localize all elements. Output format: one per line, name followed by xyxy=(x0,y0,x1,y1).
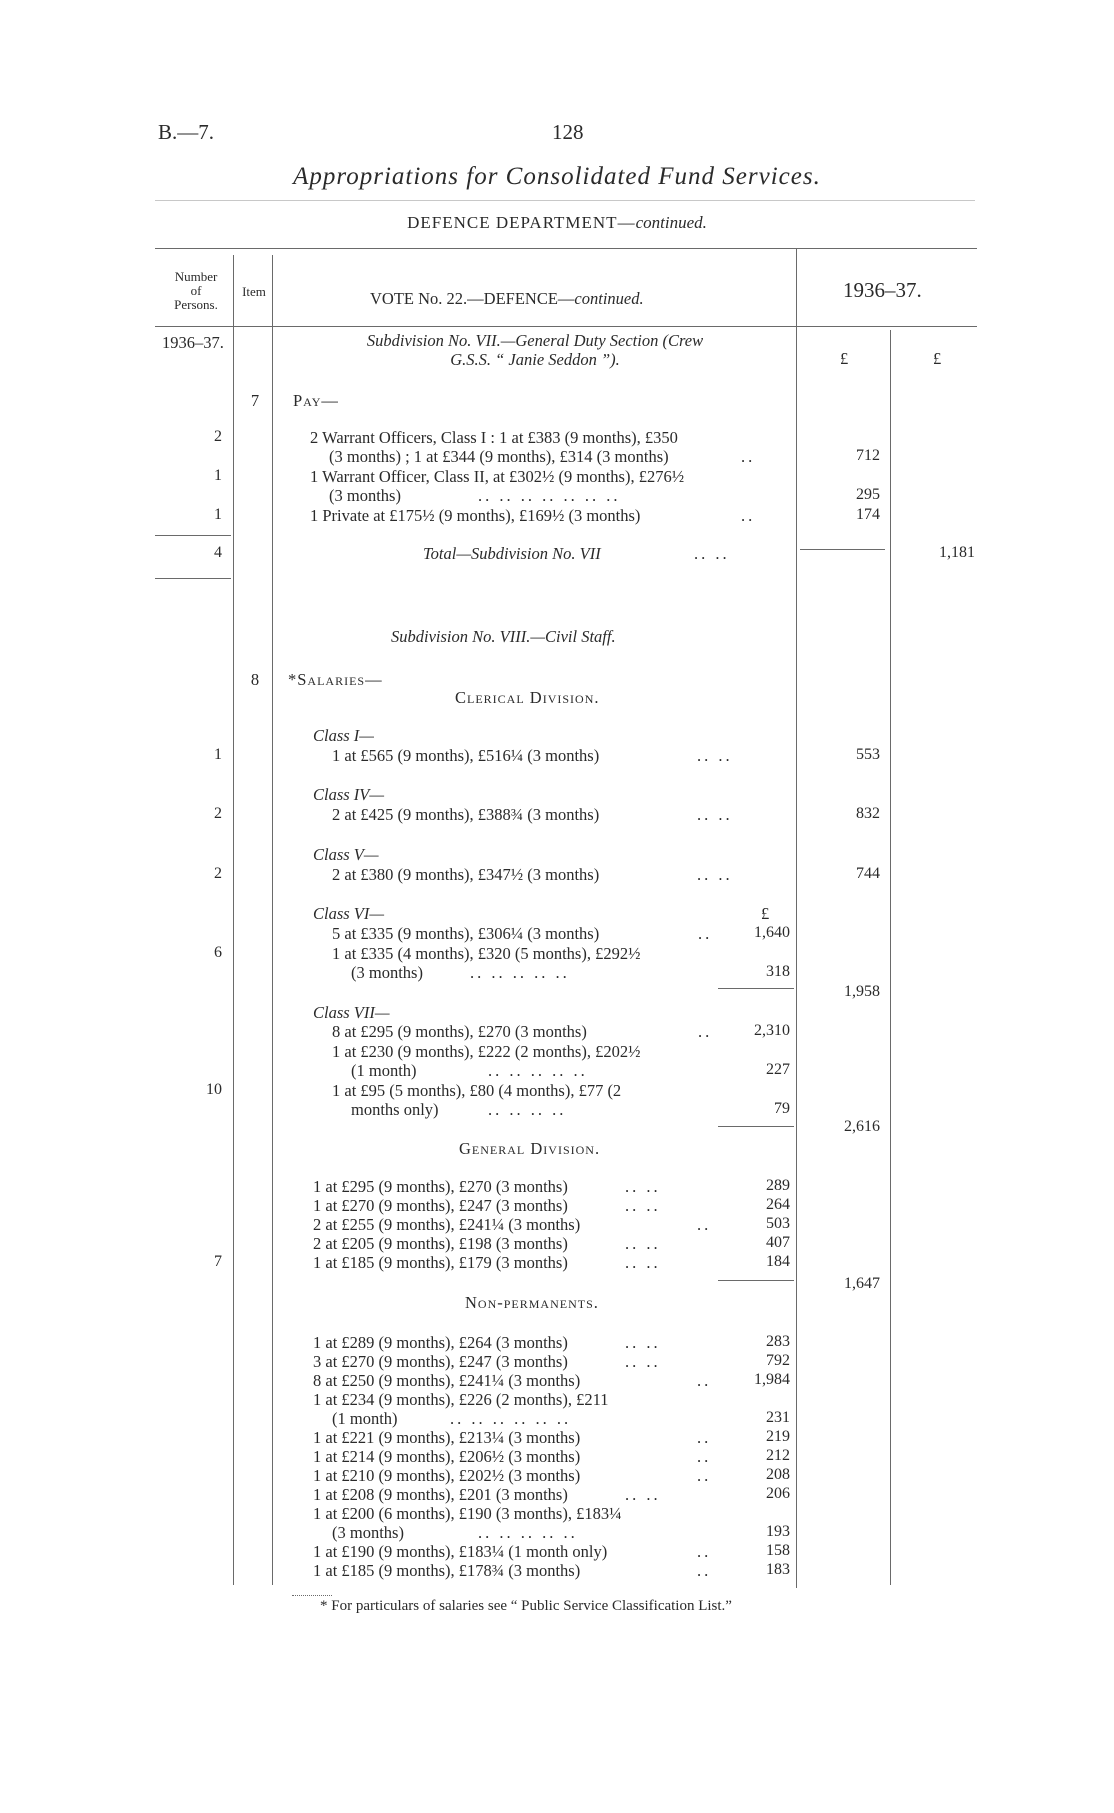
sub-amount-cell: 264 xyxy=(766,1196,790,1213)
department-name: DEFENCE DEPARTMENT— xyxy=(407,213,636,232)
leader-dots: .. .. .. .. .. xyxy=(478,1523,578,1542)
sub-amount-cell: 289 xyxy=(766,1177,790,1194)
leader-dots: .. .. .. .. .. xyxy=(488,1061,588,1080)
class-label: Class I— xyxy=(313,726,374,745)
vote-heading xyxy=(370,289,644,309)
sub-amount-cell: 792 xyxy=(766,1352,790,1369)
total-persons: 4 xyxy=(214,544,222,561)
table-header-rule xyxy=(155,326,977,327)
footnote-rule xyxy=(292,1595,332,1596)
item-header: Item xyxy=(242,284,266,299)
general-row-text: 1 at £185 (9 months), £179 (3 months) xyxy=(313,1253,568,1272)
salary-row-text-cont: months only) xyxy=(351,1100,439,1119)
subdivision-7-heading-line1: Subdivision No. VII.—General Duty Section (Crew xyxy=(366,331,704,350)
pay-label: Pay— xyxy=(293,391,339,410)
leader-dots: .. .. xyxy=(625,1177,661,1196)
footnote: * For particulars of salaries see “ Public Service Classification List.” xyxy=(320,1598,732,1614)
sub-amount-cell: 1,640 xyxy=(754,924,790,941)
nonperm-row-text: 1 at £221 (9 months), £213¼ (3 months) xyxy=(313,1428,581,1447)
pound-sign-col1: £ xyxy=(840,349,849,368)
leader-dots: .. .. xyxy=(697,865,733,884)
salary-row-text-cont: (1 month) xyxy=(351,1061,417,1080)
leader-dots: .. .. xyxy=(697,746,733,765)
general-row-text: 1 at £295 (9 months), £270 (3 months) xyxy=(313,1177,568,1196)
sub-amount-cell: 219 xyxy=(766,1428,790,1445)
leader-dots: .. .. xyxy=(625,1352,661,1371)
general-row-text: 1 at £270 (9 months), £247 (3 months) xyxy=(313,1196,568,1215)
pay-row-text: 2 Warrant Officers, Class I : 1 at £383 (9 months), £350 xyxy=(310,428,678,447)
page-reference: B.—7. xyxy=(158,120,215,144)
persons-cell: 2 xyxy=(214,428,222,445)
item-number-7: 7 xyxy=(250,391,260,410)
leader-dots: .. xyxy=(697,1215,712,1234)
amount-cell: 712 xyxy=(856,447,880,464)
total-amount: 1,181 xyxy=(939,544,975,561)
leader-dots: .. .. .. .. .. xyxy=(470,963,570,982)
salary-row-text: 2 at £425 (9 months), £388¾ (3 months) xyxy=(332,805,600,824)
nonperm-row-text: 1 at £234 (9 months), £226 (2 months), £211 xyxy=(313,1390,609,1409)
item-column-rule xyxy=(272,255,273,1585)
nonperm-row-text: 1 at £190 (9 months), £183¼ (1 month only) xyxy=(313,1542,608,1561)
nonperm-row-text: 8 at £250 (9 months), £241¼ (3 months) xyxy=(313,1371,581,1390)
sub-amount-cell: 206 xyxy=(766,1485,790,1502)
persons-cell: 1 xyxy=(214,467,222,484)
salary-row-text: 5 at £335 (9 months), £306¼ (3 months) xyxy=(332,924,600,943)
sub-amount-cell: 79 xyxy=(774,1100,790,1117)
amount-cell: 2,616 xyxy=(844,1118,880,1135)
amount-cell: 295 xyxy=(856,486,880,503)
persons-cell: 2 xyxy=(214,865,222,882)
sub-amount-cell: 227 xyxy=(766,1061,790,1078)
salary-row-text: 8 at £295 (9 months), £270 (3 months) xyxy=(332,1022,587,1041)
nonperm-row-text: 1 at £208 (9 months), £201 (3 months) xyxy=(313,1485,568,1504)
leader-dots: .. xyxy=(697,1466,712,1485)
leader-dots: .. .. .. .. xyxy=(488,1100,567,1119)
persons-total-rule xyxy=(155,535,231,536)
amount-cell: 553 xyxy=(856,746,880,763)
general-row-text: 2 at £255 (9 months), £241¼ (3 months) xyxy=(313,1215,581,1234)
nonperm-row-text-cont: (1 month) xyxy=(332,1409,398,1428)
sub-amount-cell: 503 xyxy=(766,1215,790,1232)
persons-cell: 6 xyxy=(214,944,222,961)
pound-sign-col2: £ xyxy=(933,349,942,368)
pay-row-text: 1 Private at £175½ (9 months), £169½ (3 months) xyxy=(310,506,641,525)
leader-dots: .. xyxy=(741,506,756,525)
leader-dots: .. .. xyxy=(697,805,733,824)
amount-cell: 174 xyxy=(856,506,880,523)
subdivision-7-heading-line2: G.S.S. “ Janie Seddon ”). xyxy=(450,350,620,369)
nonperm-row-text-cont: (3 months) xyxy=(332,1523,404,1542)
amount-cell: 1,958 xyxy=(844,983,880,1000)
leader-dots: .. .. xyxy=(625,1196,661,1215)
amount-cell: 1,647 xyxy=(844,1275,880,1292)
leader-dots: .. xyxy=(697,1542,712,1561)
title-divider xyxy=(155,200,975,201)
subtotal-rule xyxy=(718,1280,794,1281)
nonperm-row-text: 1 at £200 (6 months), £190 (3 months), £183¼ xyxy=(313,1504,622,1523)
salaries-label: *Salaries— xyxy=(288,670,383,689)
salary-row-text: 1 at £565 (9 months), £516¼ (3 months) xyxy=(332,746,600,765)
general-row-text: 2 at £205 (9 months), £198 (3 months) xyxy=(313,1234,568,1253)
sub-amount-cell: 231 xyxy=(766,1409,790,1426)
leader-dots: .. xyxy=(697,1428,712,1447)
sub-amount-cell: 193 xyxy=(766,1523,790,1540)
persons-cell: 10 xyxy=(206,1081,222,1098)
persons-column-rule xyxy=(233,255,234,1585)
sub-amount-cell: 283 xyxy=(766,1333,790,1350)
sub-amount-cell: 184 xyxy=(766,1253,790,1270)
amount2-column-rule xyxy=(890,330,891,1585)
sub-amount-cell: 318 xyxy=(766,963,790,980)
class-label: Class V— xyxy=(313,845,379,864)
year-heading: 1936–37. xyxy=(843,278,922,302)
non-permanents-heading: Non-permanents. xyxy=(465,1293,599,1312)
subtotal-rule xyxy=(718,1126,794,1127)
amount-cell: 744 xyxy=(856,865,880,882)
amount-cell: 832 xyxy=(856,805,880,822)
pay-row-text: 1 Warrant Officer, Class II, at £302½ (9 months), £276½ xyxy=(310,467,685,486)
leader-dots: .. xyxy=(698,924,713,943)
leader-dots: .. xyxy=(698,1022,713,1041)
sub-amount-cell: 1,984 xyxy=(754,1371,790,1388)
leader-dots: .. .. xyxy=(625,1253,661,1272)
nonperm-row-text: 1 at £289 (9 months), £264 (3 months) xyxy=(313,1333,568,1352)
leader-dots: .. xyxy=(697,1371,712,1390)
leader-dots: .. xyxy=(697,1447,712,1466)
leader-dots: .. .. .. .. .. .. .. xyxy=(478,486,621,505)
leader-dots: .. .. xyxy=(625,1234,661,1253)
leader-dots: .. .. xyxy=(694,544,730,563)
subdivision-8-heading: Subdivision No. VIII.—Civil Staff. xyxy=(391,627,616,646)
sub-amount-cell: 212 xyxy=(766,1447,790,1464)
persons-cell: 7 xyxy=(214,1253,222,1270)
sub-amount-cell: 208 xyxy=(766,1466,790,1483)
class-label: Class VI— xyxy=(313,904,385,923)
leader-dots: .. xyxy=(697,1561,712,1580)
persons-header-line1: Number xyxy=(174,269,218,284)
persons-cell: 2 xyxy=(214,805,222,822)
persons-header-line3: Persons. xyxy=(174,297,218,312)
page-title: Appropriations for Consolidated Fund Services. xyxy=(293,163,821,190)
persons-cell: 1 xyxy=(214,746,222,763)
salary-row-text: 1 at £230 (9 months), £222 (2 months), £202½ xyxy=(332,1042,641,1061)
pay-row-text-cont: (3 months) xyxy=(329,486,401,505)
sub-amount-cell: 407 xyxy=(766,1234,790,1251)
class-label: Class IV— xyxy=(313,785,385,804)
salary-row-text-cont: (3 months) xyxy=(351,963,423,982)
amount-total-rule xyxy=(800,549,885,550)
amount1-column-rule xyxy=(796,248,797,1588)
department-continued: continued. xyxy=(635,213,707,232)
persons-close-rule xyxy=(155,578,231,579)
vote-continued: continued. xyxy=(574,289,644,308)
leader-dots: .. .. xyxy=(625,1485,661,1504)
nonperm-row-text: 3 at £270 (9 months), £247 (3 months) xyxy=(313,1352,568,1371)
department-heading xyxy=(0,213,1114,233)
item-number-8: 8 xyxy=(250,670,260,689)
nonperm-row-text: 1 at £185 (9 months), £178¾ (3 months) xyxy=(313,1561,581,1580)
salary-row-text: 1 at £335 (4 months), £320 (5 months), £292½ xyxy=(332,944,641,963)
page-number: 128 xyxy=(552,120,584,144)
pound-sign-inner: £ xyxy=(761,904,770,923)
nonperm-row-text: 1 at £210 (9 months), £202½ (3 months) xyxy=(313,1466,581,1485)
salary-row-text: 2 at £380 (9 months), £347½ (3 months) xyxy=(332,865,600,884)
sub-amount-cell: 2,310 xyxy=(754,1022,790,1039)
pay-row-text-cont: (3 months) ; 1 at £344 (9 months), £314 (3 months) xyxy=(329,447,669,466)
persons-cell: 1 xyxy=(214,506,222,523)
nonperm-row-text: 1 at £214 (9 months), £206½ (3 months) xyxy=(313,1447,581,1466)
persons-header xyxy=(160,270,232,312)
sub-amount-cell: 183 xyxy=(766,1561,790,1578)
leader-dots: .. xyxy=(741,447,756,466)
leader-dots: .. .. .. .. .. .. xyxy=(450,1409,572,1428)
salary-row-text: 1 at £95 (5 months), £80 (4 months), £77 (2 xyxy=(332,1081,622,1100)
vote-title: VOTE No. 22.—DEFENCE— xyxy=(370,289,575,308)
persons-header-line2: of xyxy=(190,283,202,298)
total-label: Total—Subdivision No. VII xyxy=(423,544,601,563)
general-division-heading: General Division. xyxy=(459,1139,601,1158)
persons-year: 1936–37. xyxy=(162,333,224,352)
subtotal-rule xyxy=(718,988,794,989)
class-label: Class VII— xyxy=(313,1003,390,1022)
table-top-rule xyxy=(155,248,977,249)
sub-amount-cell: 158 xyxy=(766,1542,790,1559)
leader-dots: .. .. xyxy=(625,1333,661,1352)
clerical-division-heading: Clerical Division. xyxy=(455,688,600,707)
